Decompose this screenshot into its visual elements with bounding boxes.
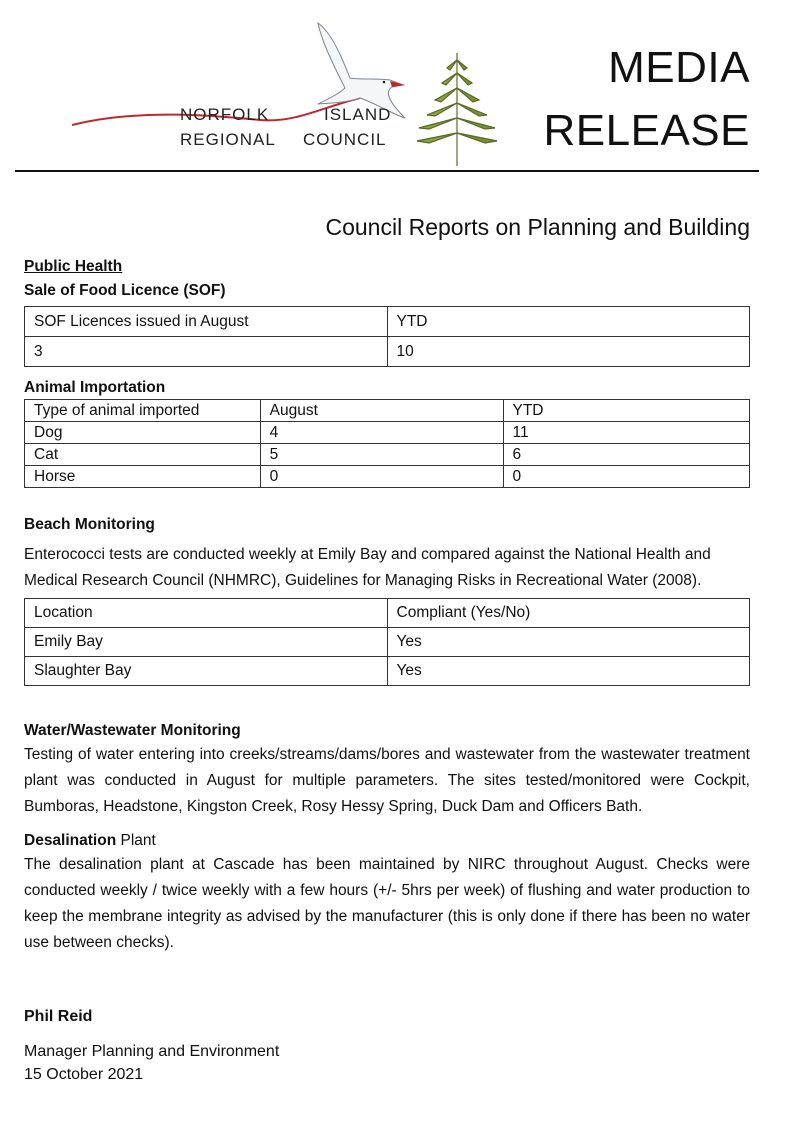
table-cell: 10 xyxy=(387,337,750,367)
table-cell: 0 xyxy=(260,466,503,488)
table-cell: Horse xyxy=(25,466,261,488)
document-subtitle: Council Reports on Planning and Building xyxy=(325,214,750,240)
table-header-row xyxy=(25,599,750,628)
table-cell: Cat xyxy=(25,444,261,466)
table-row xyxy=(25,337,750,367)
section-heading-public-health: Public Health xyxy=(24,258,123,275)
media-title-line1: MEDIA xyxy=(608,43,750,92)
signatory-role: Manager Planning and Environment xyxy=(24,1043,280,1060)
table-header-cell: Location xyxy=(25,599,388,628)
table-header-cell: SOF Licences issued in August xyxy=(25,307,388,337)
sof-heading: Sale of Food Licence (SOF) xyxy=(24,282,226,299)
table-header-cell: YTD xyxy=(503,400,750,422)
table-header-cell: Type of animal imported xyxy=(25,400,261,422)
sof-table xyxy=(24,306,750,367)
table-header-row xyxy=(25,307,750,337)
animal-importation-table xyxy=(24,399,750,488)
desalination-text: The desalination plant at Cascade has been maintained by NIRC throughout August. Checks were conducted weekly / twice weekly with a few hours (+/- 5hrs per week) of flushing and water production to keep the membrane integrity as advised by the manufacturer (this is only done if there has been no water use between checks). xyxy=(24,856,750,951)
table-cell: Emily Bay xyxy=(25,628,388,657)
tropicbird-icon xyxy=(318,23,405,118)
desalination-heading-rest: Plant xyxy=(116,832,156,849)
table-row xyxy=(25,466,750,488)
table-cell: 11 xyxy=(503,422,750,444)
beach-monitoring-table xyxy=(24,598,750,686)
header-divider xyxy=(15,170,759,172)
beach-monitoring-text: Enterococci tests are conducted weekly at Emily Bay and compared against the National Health and Medical Research Council (NHMRC), Guidelines for Managing Risks in Recreational Water (2008). xyxy=(24,546,711,589)
council-logo xyxy=(60,8,540,168)
norfolk-pine-icon xyxy=(417,53,497,166)
header xyxy=(0,0,800,175)
table-cell: Yes xyxy=(387,628,750,657)
svg-text:ISLAND: ISLAND xyxy=(324,105,392,124)
water-monitoring-heading: Water/Wastewater Monitoring xyxy=(24,722,241,739)
table-cell: 4 xyxy=(260,422,503,444)
media-release-title xyxy=(544,36,750,162)
release-date: 15 October 2021 xyxy=(24,1066,144,1083)
table-cell: Dog xyxy=(25,422,261,444)
table-row xyxy=(25,422,750,444)
table-header-cell: YTD xyxy=(387,307,750,337)
table-cell: 0 xyxy=(503,466,750,488)
table-cell: 6 xyxy=(503,444,750,466)
animal-importation-heading: Animal Importation xyxy=(24,379,166,396)
table-cell: Slaughter Bay xyxy=(25,657,388,686)
table-row xyxy=(25,444,750,466)
table-cell: 3 xyxy=(25,337,388,367)
svg-text:REGIONAL: REGIONAL xyxy=(180,130,276,149)
table-cell: 5 xyxy=(260,444,503,466)
svg-text:COUNCIL: COUNCIL xyxy=(303,130,387,149)
document-body xyxy=(24,256,750,1086)
table-header-cell: Compliant (Yes/No) xyxy=(387,599,750,628)
table-header-cell: August xyxy=(260,400,503,422)
table-row xyxy=(25,628,750,657)
desalination-heading-bold: Desalination xyxy=(24,832,117,849)
beach-monitoring-heading: Beach Monitoring xyxy=(24,516,155,533)
table-cell: Yes xyxy=(387,657,750,686)
water-monitoring-text: Testing of water entering into creeks/streams/dams/bores and wastewater from the wastewater treatment plant was conducted in August for multiple parameters. The sites tested/monitored were Cockpit, Bumboras, Headstone, Kingston Creek, Rosy Hessy Spring, Duck Dam and Officers Bath. xyxy=(24,746,750,815)
signatory-name: Phil Reid xyxy=(24,1008,93,1025)
table-row xyxy=(25,657,750,686)
svg-text:NORFOLK: NORFOLK xyxy=(180,105,270,124)
table-header-row xyxy=(25,400,750,422)
media-title-line2: RELEASE xyxy=(543,106,750,155)
desalination-heading xyxy=(24,830,750,852)
